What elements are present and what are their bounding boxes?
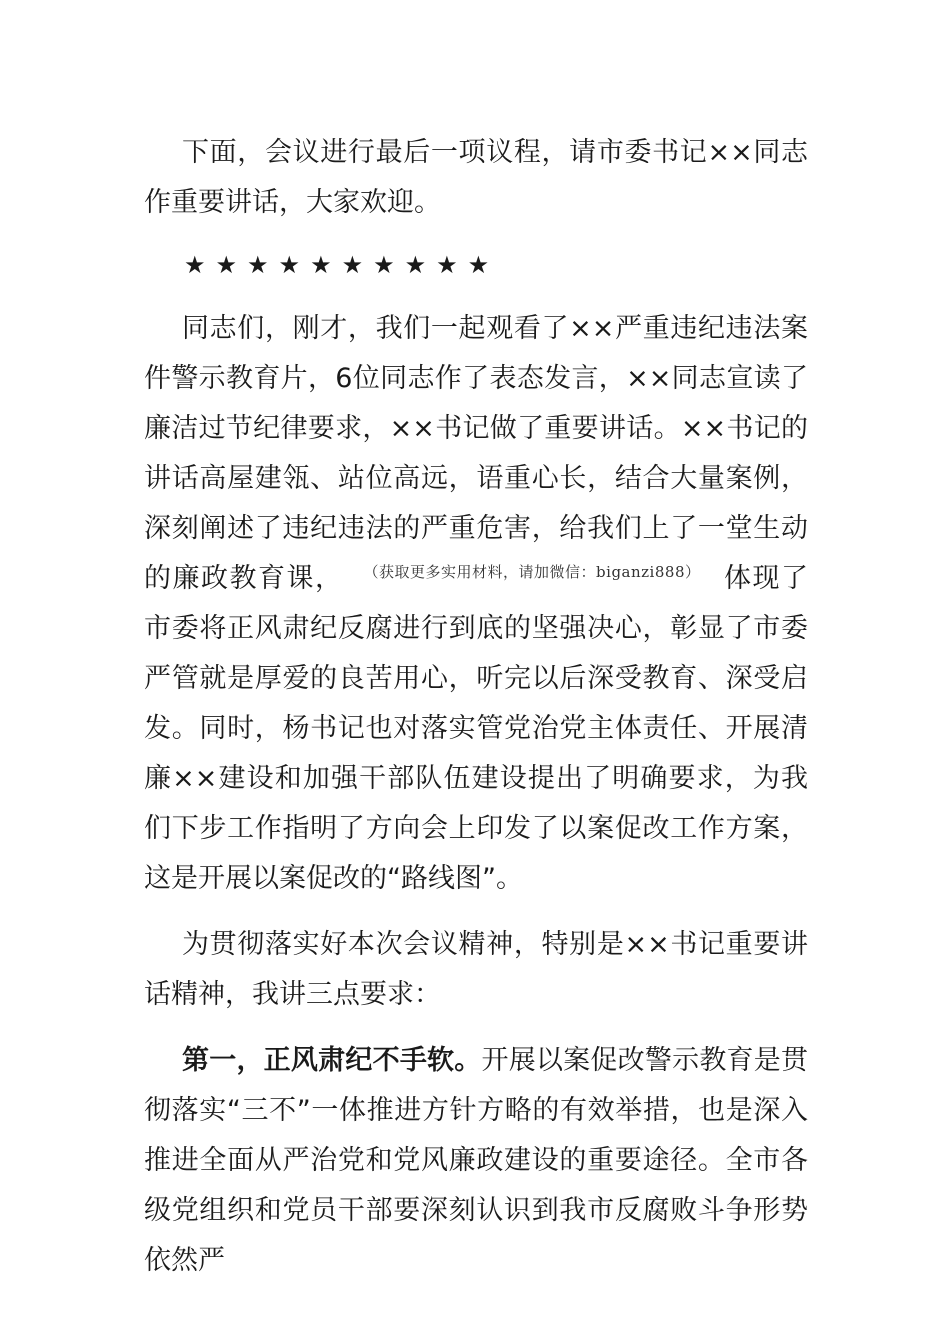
paragraph-first-point [144, 1036, 808, 1286]
first-point-body: 开展以案促改警示教育是贯彻落实“三不”一体推进方针方略的有效举措，也是深入推进全面从严治党和党风廉政建设的重要途径。全市各级党组织和党员干部要深刻认识到我市反腐败斗争形势依然严 [144, 1045, 808, 1276]
document-page [144, 128, 808, 1286]
paragraph-review-part2: 体现了市委将正风肃纪反腐进行到底的坚强决心，彰显了市委严管就是厚爱的良苦用心，听完以后深受教育、深受启发。同时，杨书记也对落实管党治党主体责任、开展清廉××建设和加强干部队伍建设提出了明确要求，为我们下步工作指明了方向会上印发了以案促改工作方案，这是开展以案促改的“路线图”。 [144, 563, 809, 894]
paragraph-review-part1: 同志们，刚才，我们一起观看了××严重违纪违法案件警示教育片，6位同志作了表态发言，××同志宣读了廉洁过节纪律要求，××书记做了重要讲话。××书记的讲话高屋建瓴、站位高远，语重心长，结合大量案例，深刻阐述了违纪违法的严重危害，给我们上了一堂生动的廉政教育课， [144, 313, 808, 594]
paragraph-agenda: 下面，会议进行最后一项议程，请市委书记××同志作重要讲话，大家欢迎。 [144, 137, 808, 218]
paragraph-review [144, 304, 808, 904]
first-point-heading: 第一，正风肃纪不手软。 [182, 1045, 482, 1076]
paragraph-requirements-intro: 为贯彻落实好本次会议精神，特别是××书记重要讲话精神，我讲三点要求： [144, 929, 808, 1010]
star-divider: ★★★★★★★★★★ [184, 251, 500, 279]
watermark-note: （获取更多实用材料，请加微信：biganzi888） [363, 563, 701, 581]
